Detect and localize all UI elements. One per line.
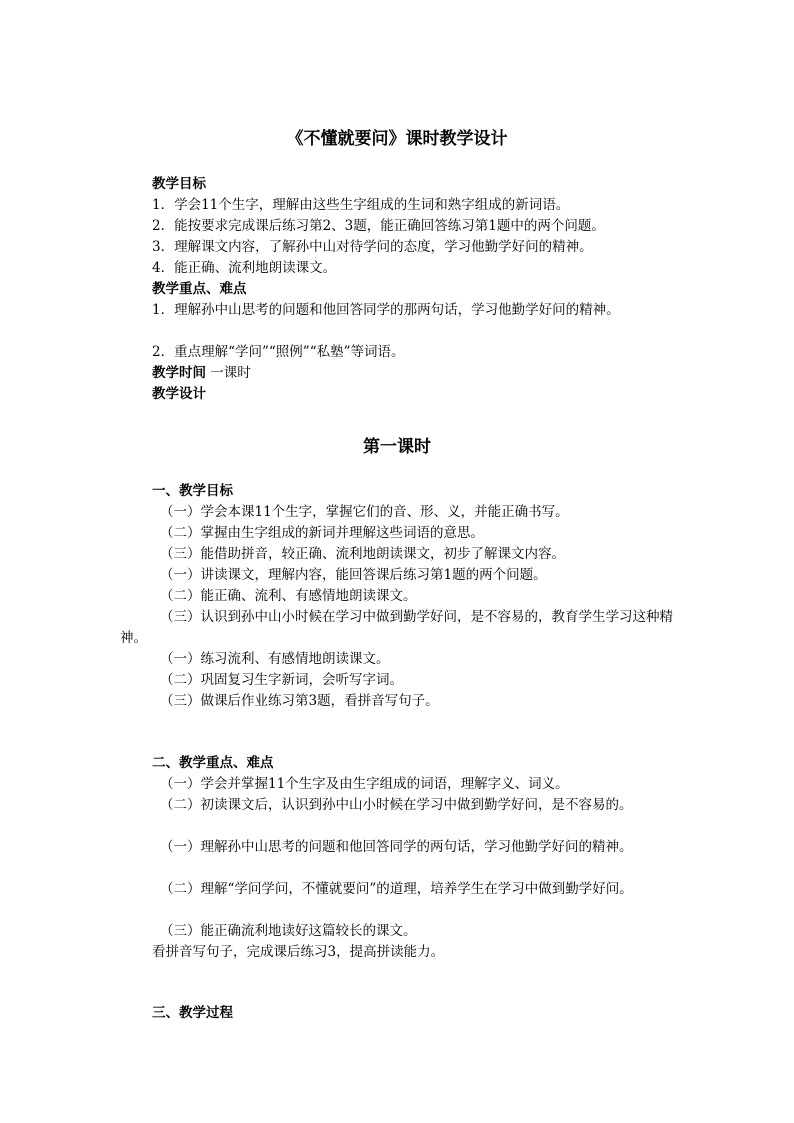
goal-item: 4．能正确、流利地朗读课文。	[152, 260, 337, 276]
part2-item: （三）能正确流利地读好这篇较长的课文。	[160, 923, 417, 939]
part2-item: （二）理解“学问学问，不懂就要问”的道理，培养学生在学习中做到勤学好问。	[160, 881, 633, 897]
part1-heading: 一、教学目标	[152, 483, 233, 499]
goals-heading: 教学目标	[152, 176, 206, 192]
key-point-item: 1．理解孙中山思考的问题和他回答同学的那两句话，学习他勤学好问的精神。	[152, 302, 620, 318]
lesson-title: 第一课时	[363, 437, 431, 457]
part1-item: （一）学会本课11个生字，掌握它们的音、形、义，并能正确书写。	[160, 504, 569, 520]
part2-item: （二）初读课文后，认识到孙中山小时候在学习中做到勤学好问，是不容易的。	[160, 797, 633, 813]
goal-item: 3．理解课文内容，了解孙中山对待学问的态度，学习他勤学好问的精神。	[152, 239, 593, 255]
goal-item: 1．学会11个生字，理解由这些生字组成的生词和熟字组成的新词语。	[152, 197, 570, 213]
key-point-item: 2．重点理解“学问”“照例”“私塾”等词语。	[152, 344, 405, 360]
teaching-time	[152, 363, 251, 384]
part2-heading: 二、教学重点、难点	[152, 755, 274, 771]
teaching-time-value: 一课时	[206, 365, 251, 381]
part1-item: （三）能借助拼音，较正确、流利地朗读课文，初步了解课文内容。	[160, 546, 565, 562]
part1-item: （二）巩固复习生字新词，会听写字词。	[160, 672, 403, 688]
part2-item: 看拼音写句子，完成课后练习3，提高拼读能力。	[152, 944, 445, 960]
part1-item: （二）掌握由生字组成的新词并理解这些词语的意思。	[160, 525, 484, 541]
part1-item: （二）能正确、流利、有感情地朗读课文。	[160, 588, 417, 604]
part1-item: （一）练习流利、有感情地朗读课文。	[160, 651, 390, 667]
document-title: 《不懂就要问》课时教学设计	[286, 129, 508, 149]
part2-item: （一）理解孙中山思考的问题和他回答同学的两句话，学习他勤学好问的精神。	[160, 839, 633, 855]
key-points-heading: 教学重点、难点	[152, 281, 247, 297]
part1-item: （三）做课后作业练习第3题，看拼音写句子。	[160, 693, 439, 709]
part1-item: （三）认识到孙中山小时候在学习中做到勤学好问，是不容易的，教育学生学习这种精神。	[120, 609, 673, 646]
part3-heading: 三、教学过程	[152, 1005, 233, 1021]
part2-item: （一）学会并掌握11个生字及由生字组成的词语，理解字义、词义。	[160, 776, 569, 792]
goal-item: 2．能按要求完成课后练习第2、3题，能正确回答练习第1题中的两个问题。	[152, 218, 605, 234]
teaching-time-label: 教学时间	[152, 365, 206, 381]
part1-item: （一）讲读课文，理解内容，能回答课后练习第1题的两个问题。	[160, 567, 547, 583]
design-heading: 教学设计	[152, 386, 206, 402]
